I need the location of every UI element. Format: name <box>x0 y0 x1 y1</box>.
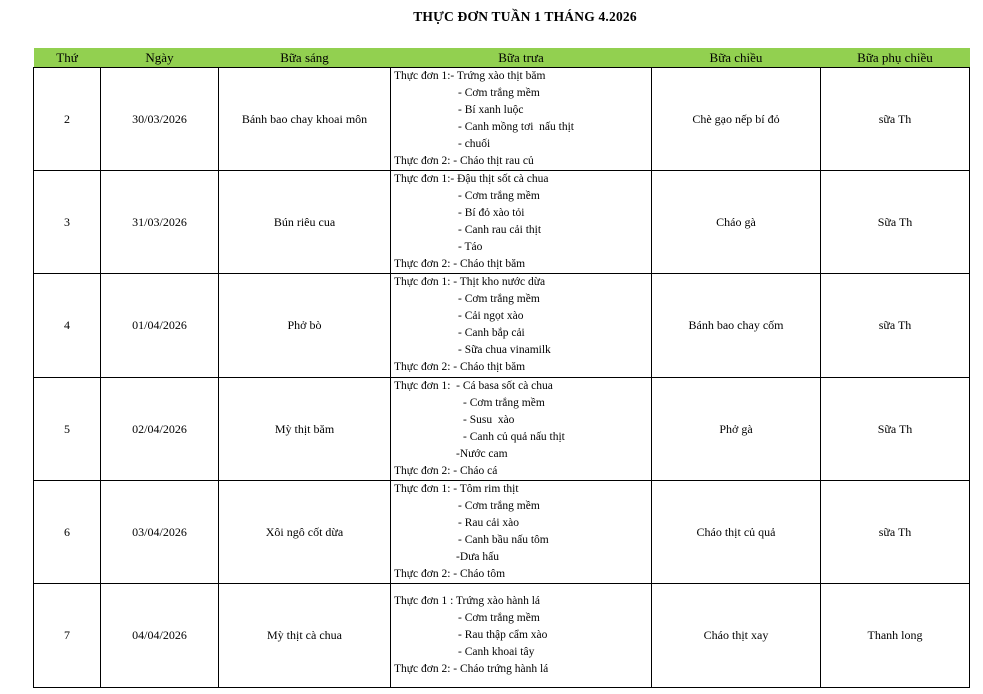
cell-ngay: 01/04/2026 <box>101 274 219 378</box>
menu-table <box>33 48 970 688</box>
lunch-line: - Rau cải xào <box>458 517 519 529</box>
lunch-line: - Canh bầu nấu tôm <box>458 534 549 546</box>
lunch-line: -Dưa hấu <box>456 551 499 563</box>
lunch-line: Thực đơn 2: - Cháo thịt băm <box>394 258 526 270</box>
lunch-line: - Cơm trắng mềm <box>458 87 540 99</box>
cell-bua-chieu: Cháo gà <box>652 171 821 274</box>
lunch-line: Thực đơn 2: - Cháo tôm <box>394 568 506 580</box>
header-bua-sang: Bữa sáng <box>219 48 391 68</box>
cell-bua-sang: Phở bò <box>219 274 391 378</box>
header-bua-trua: Bữa trưa <box>391 48 652 68</box>
header-row <box>34 48 970 68</box>
cell-bua-phu-chieu: Thanh long <box>821 584 970 688</box>
lunch-line: Thực đơn 1: - Tôm rim thịt <box>394 483 519 495</box>
cell-thu: 3 <box>34 171 101 274</box>
table-row <box>34 274 970 378</box>
header-ngay: Ngày <box>101 48 219 68</box>
lunch-line: - Rau thập cẩm xào <box>458 629 548 641</box>
lunch-line: - Susu xào <box>463 414 515 426</box>
lunch-line: Thực đơn 1: - Cá basa sốt cà chua <box>394 380 553 392</box>
cell-bua-trua <box>391 584 652 688</box>
cell-ngay: 30/03/2026 <box>101 68 219 171</box>
table-row <box>34 68 970 171</box>
cell-bua-sang: Mỳ thịt cà chua <box>219 584 391 688</box>
lunch-line: - Cơm trắng mềm <box>463 397 545 409</box>
page-title: THỰC ĐƠN TUẦN 1 THÁNG 4.2026 <box>413 9 637 24</box>
cell-thu: 6 <box>34 481 101 584</box>
header-bua-chieu: Bữa chiều <box>652 48 821 68</box>
lunch-line: - Canh bắp cải <box>458 327 525 339</box>
cell-bua-trua <box>391 481 652 584</box>
lunch-line: - Sữa chua vinamilk <box>458 344 551 356</box>
lunch-line: -Nước cam <box>456 448 508 460</box>
cell-bua-sang: Bún riêu cua <box>219 171 391 274</box>
lunch-line: Thực đơn 1 : Trứng xào hành lá <box>394 595 540 607</box>
lunch-line: - Canh rau cải thịt <box>458 224 542 236</box>
cell-bua-chieu: Cháo thịt củ quả <box>652 481 821 584</box>
lunch-line: - Cải ngọt xào <box>458 310 524 322</box>
table-row <box>34 584 970 688</box>
cell-bua-trua <box>391 68 652 171</box>
lunch-line: - Táo <box>458 241 483 253</box>
cell-ngay: 02/04/2026 <box>101 378 219 481</box>
lunch-line: Thực đơn 1:- Trứng xào thịt băm <box>394 70 546 82</box>
cell-bua-chieu: Phở gà <box>652 378 821 481</box>
header-bua-phu-chieu: Bữa phụ chiều <box>821 48 970 68</box>
cell-bua-sang: Mỳ thịt băm <box>219 378 391 481</box>
cell-bua-chieu: Bánh bao chay cốm <box>652 274 821 378</box>
cell-bua-phu-chieu: Sữa Th <box>821 378 970 481</box>
cell-thu: 4 <box>34 274 101 378</box>
cell-bua-sang: Xôi ngô cốt dừa <box>219 481 391 584</box>
lunch-line: Thực đơn 1:- Đậu thịt sốt cà chua <box>394 173 549 185</box>
lunch-line: - Cơm trắng mềm <box>458 500 540 512</box>
cell-ngay: 31/03/2026 <box>101 171 219 274</box>
cell-thu: 2 <box>34 68 101 171</box>
lunch-line: - Canh mồng tơi nấu thịt <box>458 121 574 133</box>
lunch-line: - Bí đỏ xào tỏi <box>458 207 525 219</box>
lunch-line: - Cơm trắng mềm <box>458 190 540 202</box>
table-row <box>34 171 970 274</box>
cell-bua-chieu: Cháo thịt xay <box>652 584 821 688</box>
cell-bua-phu-chieu: sữa Th <box>821 481 970 584</box>
header-thu: Thứ <box>34 48 101 68</box>
cell-bua-trua <box>391 171 652 274</box>
table-row <box>34 378 970 481</box>
lunch-line: - Cơm trắng mềm <box>458 612 540 624</box>
lunch-line: Thực đơn 2: - Cháo cá <box>394 465 498 477</box>
table-row <box>34 481 970 584</box>
cell-bua-chieu: Chè gạo nếp bí đỏ <box>652 68 821 171</box>
lunch-line: Thực đơn 1: - Thịt kho nước dừa <box>394 276 546 288</box>
lunch-line: Thực đơn 2: - Cháo trứng hành lá <box>394 663 549 675</box>
cell-thu: 5 <box>34 378 101 481</box>
cell-bua-trua <box>391 274 652 378</box>
lunch-line: - Bí xanh luộc <box>458 104 524 116</box>
lunch-line: Thực đơn 2: - Cháo thịt băm <box>394 361 526 373</box>
lunch-line: - Canh khoai tây <box>458 646 535 658</box>
lunch-line: - Cơm trắng mềm <box>458 293 540 305</box>
cell-bua-phu-chieu: sữa Th <box>821 274 970 378</box>
cell-bua-sang: Bánh bao chay khoai môn <box>219 68 391 171</box>
cell-bua-phu-chieu: sữa Th <box>821 68 970 171</box>
cell-ngay: 03/04/2026 <box>101 481 219 584</box>
cell-thu: 7 <box>34 584 101 688</box>
cell-bua-phu-chieu: Sữa Th <box>821 171 970 274</box>
lunch-line: Thực đơn 2: - Cháo thịt rau củ <box>394 155 534 167</box>
cell-bua-trua <box>391 378 652 481</box>
lunch-line: - chuối <box>458 138 491 150</box>
lunch-line: - Canh củ quả nấu thịt <box>463 431 565 443</box>
cell-ngay: 04/04/2026 <box>101 584 219 688</box>
